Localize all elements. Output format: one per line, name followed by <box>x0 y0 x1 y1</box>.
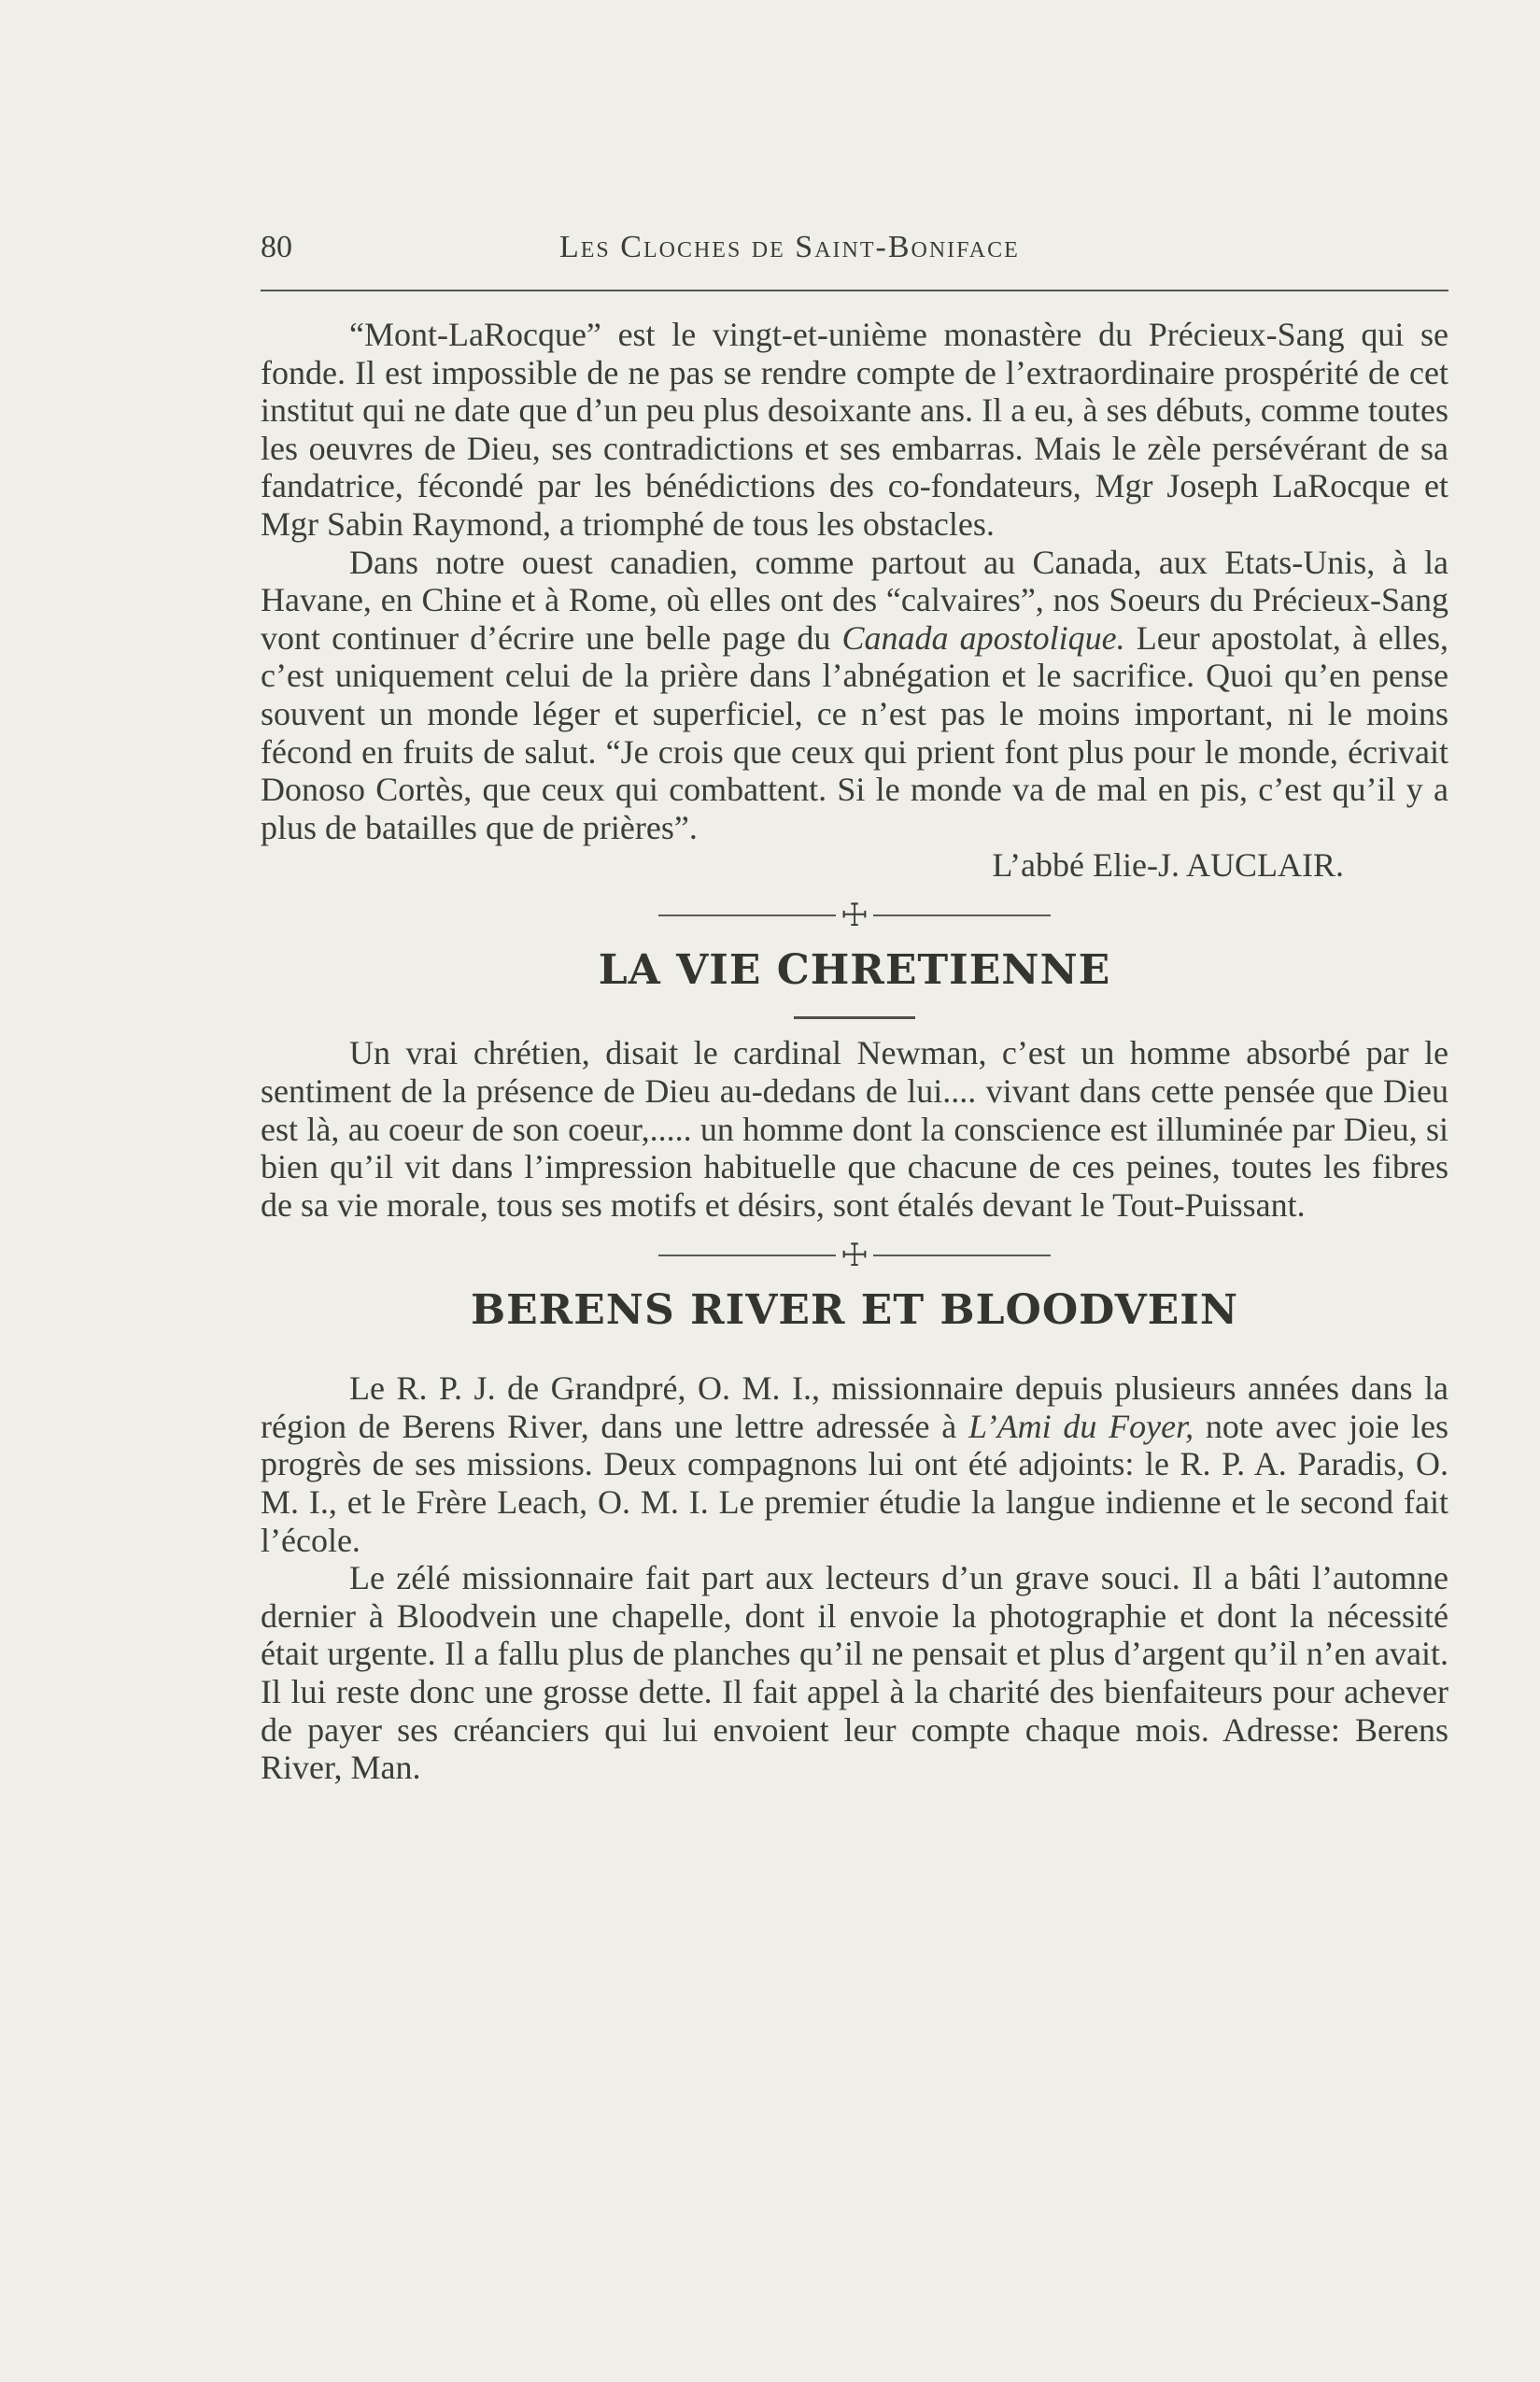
author-signature: L’abbé Elie-J. AUCLAIR. <box>992 846 1344 885</box>
text-run: Le R. P. J. de Grandpré, O. M. I., missionnaire depuis plusieurs années dans la région de Berens River, dans une lettre adressée à <box>261 1369 1448 1445</box>
text-run: Dans notre ouest canadien, comme partout au Canada, aux Etats-Unis, à la Havane, en Chine et à Rome, où elles ont des “calvaires”, nos Soeurs du Précieux-Sang vont continuer d’écrire une belle page du <box>261 543 1448 657</box>
paragraph: Le zélé missionnaire fait part aux lecteurs d’un grave souci. Il a bâti l’automne dernier à Bloodvein une chapelle, dont il envoie la photographie et dont la nécessité était urgente. Il a fallu plus de planches qu’il ne pensait et plus d’argent qu’il n’en avait. Il lui reste donc une grosse dette. Il fait appel à la charité des bienfaiteurs pour achever de payer ses créanciers qui lui envoient leur compte chaque mois. Adresse: Berens River, Man. <box>261 1559 1448 1787</box>
book-page <box>261 224 1448 1787</box>
article-vie-chretienne <box>261 1034 1448 1224</box>
book-title: Les Cloches de Saint-Boniface <box>559 230 1020 264</box>
spacer <box>261 1338 1448 1369</box>
divider-line <box>658 1255 836 1256</box>
divider-line <box>873 915 1051 916</box>
header-rule <box>261 290 1448 291</box>
cross-ornament-icon: ☩ <box>840 897 869 935</box>
paragraph <box>261 544 1448 847</box>
text-run: note avec joie les progrès de ses missions. Deux compagnons lui ont été adjoints: le R. P. A. Paradis, O. M. I., et le Frère Leach, O. M. I. Le premier étudie la langue indienne et le second fait l’école. <box>261 1407 1449 1559</box>
italic-text: Canada apostolique. <box>841 618 1125 657</box>
section-divider <box>261 897 1448 934</box>
running-head <box>261 224 1448 271</box>
section-divider <box>261 1237 1448 1274</box>
section-title-vie-chretienne: LA VIE CHRETIENNE <box>598 946 1111 995</box>
title-rule <box>794 1016 915 1019</box>
divider-line <box>873 1255 1051 1256</box>
divider-line <box>658 915 836 916</box>
article-mont-larocque <box>261 316 1448 884</box>
text-run: Leur apostolat, à elles, c’est uniquement celui de la prière dans l’abnégation et le sacrifice. Quoi qu’en pense souvent un monde léger et superficiel, ce n’est pas le moins important, ni le moins fécond en fruits de salut. “Je crois que ceux qui prient font plus pour le monde, écrivait Donoso Cortès, que ceux qui combattent. Si le monde va de mal en pis, c’est qu’il y a plus de batailles que de prières”. <box>261 618 1449 846</box>
article-berens-river <box>261 1369 1448 1787</box>
paragraph: Un vrai chrétien, disait le cardinal Newman, c’est un homme absorbé par le sentiment de la présence de Dieu au-dedans de lui.... vivant dans cette pensée que Dieu est là, au coeur de son coeur,..... un homme dont la conscience est illuminée par Dieu, si bien qu’il vit dans l’impression habituelle que chacune de ces peines, toutes les fibres de sa vie morale, tous ses motifs et désirs, sont étalés devant le Tout-Puissant. <box>261 1034 1448 1224</box>
paragraph <box>261 1369 1448 1559</box>
cross-ornament-icon: ☩ <box>840 1237 869 1275</box>
paragraph: “Mont-LaRocque” est le vingt-et-unième monastère du Précieux-Sang qui se fonde. Il est impossible de ne pas se rendre compte de l’extraordinaire prospérité de cet institut qui ne date que d’un peu plus desoixante ans. Il a eu, à ses débuts, comme toutes les oeuvres de Dieu, ses contradictions et ses embarras. Mais le zèle persévérant de sa fandatrice, fécondé par les bénédictions des co-fondateurs, Mgr Joseph LaRocque et Mgr Sabin Raymond, a triomphé de tous les obstacles. <box>261 316 1448 543</box>
section-title-berens-river: BERENS RIVER ET BLOODVEIN <box>470 1286 1239 1335</box>
italic-text: L’Ami du Foyer, <box>968 1407 1194 1445</box>
page-number: 80 <box>261 230 292 264</box>
